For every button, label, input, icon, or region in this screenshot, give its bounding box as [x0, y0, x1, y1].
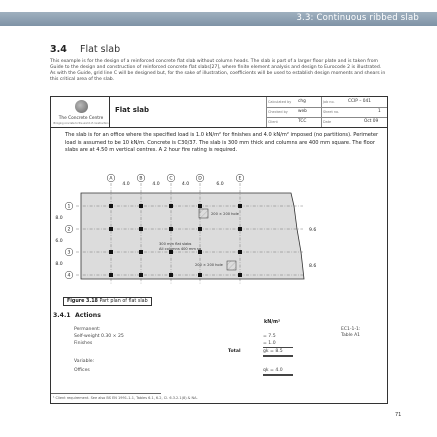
total-label: Total	[228, 349, 241, 354]
job-no-value: CCIP – 041	[348, 99, 371, 104]
sheet-label: Sheet no.	[323, 110, 340, 114]
client-value: TCC	[298, 119, 307, 124]
title-block	[51, 97, 387, 128]
total-value: gk = 8.5	[263, 349, 283, 354]
grid-number: 1	[67, 204, 71, 210]
variable-label: Variable:	[74, 359, 95, 364]
checked-value: web	[298, 109, 307, 114]
grid-letter: D	[198, 176, 202, 182]
sheet-value: 1	[378, 109, 381, 114]
column-note: All columns 400 mm sq	[159, 247, 202, 251]
chapter-header-bar	[0, 12, 437, 26]
left-dimension: 8.0	[55, 262, 63, 267]
offices-label: Offices	[74, 368, 90, 373]
self-weight-label: Self-weight 0.30 × 25	[74, 334, 124, 339]
job-no-label: Job no.	[323, 100, 335, 104]
chapter-title: 3.3: Continuous ribbed slab	[296, 13, 419, 23]
hole-bottom-label: 200 × 200 hole	[195, 263, 223, 267]
logo-text: The Concrete Centre	[58, 116, 104, 121]
grid-letter: C	[169, 176, 173, 182]
calc-by-label: Calculated by	[268, 100, 292, 104]
footnote-rule	[51, 393, 161, 394]
date-value: Oct 09	[364, 119, 379, 124]
top-dimension: 4.0	[152, 182, 160, 187]
figure-caption	[63, 297, 152, 306]
grid-number: 4	[67, 273, 71, 279]
hole-top	[199, 209, 208, 218]
client-label: Client	[268, 120, 278, 124]
permanent-label: Permanent:	[74, 327, 101, 332]
sum-rule	[263, 347, 293, 348]
grid-letter: B	[139, 176, 143, 182]
figure-number: Figure 3.18	[67, 299, 98, 304]
code-reference: EC1-1-1: Table A1	[341, 327, 361, 338]
top-dimension: 4.0	[122, 182, 130, 187]
grid-number: 2	[67, 227, 71, 233]
page-number: 71	[395, 412, 402, 418]
tb-row-calculated	[266, 97, 387, 107]
grid-number: 3	[67, 250, 71, 256]
self-weight-value: = 7.5	[263, 334, 276, 339]
floor-plan	[51, 169, 387, 297]
design-brief: The slab is for an office where the specified load is 1.0 kN/m² for finishes and 4.0 kN/m² imposed (no partitions). Perimeter load is assumed to be 10 kN/m. Concrete is C30/37. The slab is 300 mm thick and columns are 400 mm square. The floor slabs are at 4.50 m vertical centres. A 2 hour fire rating is required.	[65, 132, 379, 154]
units-header: kN/m²	[264, 320, 281, 325]
calculation-sheet	[50, 96, 388, 404]
offices-double-rule	[263, 374, 293, 376]
section-number: 3.4	[50, 44, 67, 55]
footnote: ¹ Client requirement. See also BS EN 1991-1-1, Tables 6.1, 6.2, Cl. 6.3.2.1(8) & NA.	[53, 396, 198, 400]
logo-subtitle: Bringing concrete to the world of construction	[53, 122, 109, 125]
concrete-centre-logo-icon	[75, 100, 88, 113]
logo-cell	[51, 97, 110, 127]
calc-by-value: chg	[298, 99, 306, 104]
tb-row-client	[266, 117, 387, 127]
figure-title: Part plan of flat slab	[99, 299, 148, 304]
subsection-number: 3.4.1	[53, 312, 71, 319]
checked-label: Checked by	[268, 110, 288, 114]
grid-letter: A	[109, 176, 113, 182]
intro-paragraph: This example is for the design of a reinforced concrete flat slab without column heads. The slab is part of a larger floor plate and is taken from Guide to the design and construction of reinforced concrete flat slabs[27], where finite element analysis and design to Eurocode 2 is illustrated. As with the Guide, grid line C will be designed but, for the sake of illustration, coefficients will be used to establish design moments and shears in this critical area of the slab.	[50, 59, 386, 82]
slab-note: 300 mm flat slabs	[159, 242, 192, 246]
top-dimension: 6.0	[216, 182, 224, 187]
top-dimension: 4.0	[181, 182, 190, 187]
finishes-label: Finishes	[74, 341, 93, 346]
total-double-rule	[263, 355, 293, 357]
hole-bottom	[227, 261, 236, 270]
right-dimension: 9.6	[309, 228, 317, 233]
section-title: Flat slab	[80, 44, 121, 55]
project-title: Flat slab	[115, 106, 149, 114]
tb-row-checked	[266, 107, 387, 117]
finishes-value: = 1.0	[263, 341, 276, 346]
subsection-title: Actions	[75, 312, 101, 319]
left-dimension: 8.0	[55, 216, 63, 221]
right-dimension: 8.6	[309, 264, 317, 269]
date-label: Date	[323, 120, 332, 124]
left-dimension: 6.0	[55, 239, 63, 244]
grid-letter: E	[238, 176, 242, 182]
hole-top-label: 200 × 200 hole	[211, 212, 239, 216]
offices-value: qk = 4.0	[263, 368, 283, 373]
